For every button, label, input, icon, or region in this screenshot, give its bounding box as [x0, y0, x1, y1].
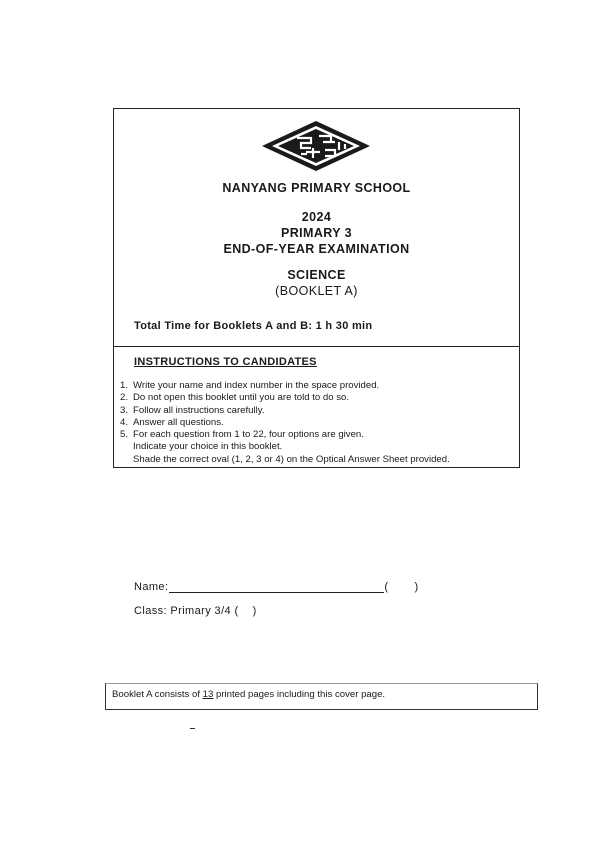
page-count-prefix: Booklet A consists of	[112, 689, 203, 700]
cover-box	[113, 108, 520, 468]
page-count-box	[105, 683, 538, 710]
exam-details	[114, 209, 519, 257]
instruction-item	[120, 380, 450, 392]
name-field[interactable]	[134, 581, 419, 593]
instruction-text: Do not open this booklet until you are told to do so.	[133, 392, 349, 404]
instruction-number: 3.	[120, 404, 129, 416]
instruction-text: For each question from 1 to 22, four options are given.	[133, 429, 364, 441]
instruction-text: Follow all instructions carefully.	[133, 404, 265, 416]
instructions-heading: INSTRUCTIONS TO CANDIDATES	[134, 356, 317, 368]
instruction-text: Answer all questions.	[133, 416, 224, 428]
instruction-number: 5.	[120, 429, 129, 441]
booklet-label: (BOOKLET A)	[275, 284, 358, 298]
subject-name: SCIENCE	[287, 268, 346, 282]
subject-details	[114, 267, 519, 299]
school-name: NANYANG PRIMARY SCHOOL	[222, 181, 411, 195]
exam-year: 2024	[301, 210, 332, 224]
class-field[interactable]	[134, 605, 257, 617]
page-count-suffix: printed pages including this cover page.	[213, 689, 386, 700]
instructions-list	[120, 380, 450, 466]
instruction-item	[120, 405, 450, 417]
exam-title: END-OF-YEAR EXAMINATION	[223, 242, 410, 256]
instruction-item	[120, 417, 450, 429]
name-label: Name:	[134, 581, 169, 593]
exam-level: PRIMARY 3	[281, 226, 352, 240]
school-crest-icon	[261, 120, 371, 172]
instruction-item	[120, 429, 450, 441]
cover-header	[114, 109, 519, 347]
class-label: Class: Primary 3/4 (	[134, 605, 239, 617]
index-paren-open: (	[384, 581, 389, 593]
instruction-continuation: Shade the correct oval (1, 2, 3 or 4) on the Optical Answer Sheet provided.	[133, 453, 450, 465]
instruction-number: 2.	[120, 392, 129, 404]
scan-mark	[190, 728, 195, 729]
instruction-item	[120, 392, 450, 404]
instruction-number: 4.	[120, 416, 129, 428]
name-line[interactable]	[169, 583, 384, 593]
page-count: 13	[202, 689, 214, 700]
instruction-number: 1.	[120, 380, 129, 391]
total-time: Total Time for Booklets A and B: 1 h 30 min	[134, 320, 373, 332]
instruction-text: Write your name and index number in the space provided.	[133, 380, 380, 391]
instruction-continuation: Indicate your choice in this booklet.	[133, 441, 283, 453]
class-paren-close: )	[252, 605, 257, 617]
index-paren-close: )	[414, 581, 419, 593]
